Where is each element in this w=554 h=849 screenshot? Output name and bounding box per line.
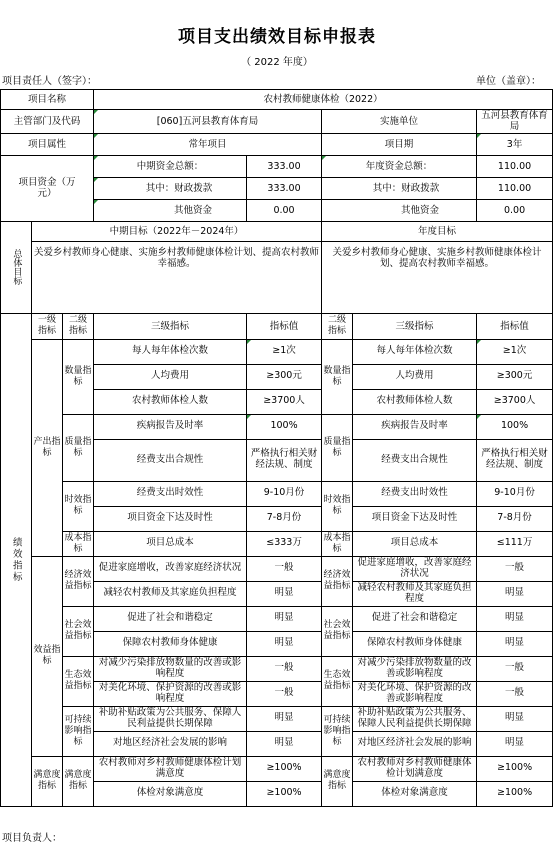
form-year: （ 2022 年度） xyxy=(241,57,313,68)
mid-indicator-name: 对地区经济社会发展的影响 xyxy=(94,731,247,756)
yr-indicator-name: 项目总成本 xyxy=(353,531,477,556)
yr-indicator-value: ≥1次 xyxy=(477,339,553,364)
mid-indicator-value: 明显 xyxy=(247,581,322,606)
yr-indicator-value: 明显 xyxy=(477,731,553,756)
yr-fiscal-value: 110.00 xyxy=(477,177,553,199)
level1-satisfaction: 满意度指标 xyxy=(32,756,63,806)
level2-satisfaction2-yr: 满意度指标 xyxy=(322,756,353,806)
level2-ecological: 生态效益指标 xyxy=(63,656,94,706)
value-header: 指标值 xyxy=(247,313,322,339)
mid-indicator-value: ≥1次 xyxy=(247,339,322,364)
period-value: 3年 xyxy=(477,133,553,155)
indicator-row xyxy=(1,556,553,581)
level2-sustainable-yr: 可持续影响指标 xyxy=(322,706,353,756)
mid-indicator-value: ≥100% xyxy=(247,756,322,781)
impl-unit-label: 实施单位 xyxy=(322,110,477,134)
yr-indicator-value: 一般 xyxy=(477,556,553,581)
level2-timeliness: 时效指标 xyxy=(63,481,94,531)
level2-economic-yr: 经济效益指标 xyxy=(322,556,353,606)
unit-stamp-label: 单位（盖章）： xyxy=(476,76,541,87)
mid-indicator-value: ≥100% xyxy=(247,781,322,806)
mid-indicator-name: 每人每年体检次数 xyxy=(94,339,247,364)
yr-indicator-name: 项目资金下达及时性 xyxy=(353,506,477,531)
yr-indicator-name: 疾病报告及时率 xyxy=(353,414,477,439)
yr-indicator-value: ≥3700人 xyxy=(477,389,553,414)
mid-indicator-value: 9-10月份 xyxy=(247,481,322,506)
level1-header: 一级指标 xyxy=(32,313,63,339)
mid-indicator-name: 体检对象满意度 xyxy=(94,781,247,806)
yr-indicator-name: 对美化环境、保护资源的改善或影响程度 xyxy=(353,681,477,706)
yr-indicator-value: 一般 xyxy=(477,656,553,681)
yr-indicator-name: 促进家庭增收，改善家庭经济状况 xyxy=(353,556,477,581)
impl-unit-value: 五河县教育体育局 xyxy=(477,110,553,134)
yr-indicator-value: 严格执行相关财经法规、制度 xyxy=(477,439,553,481)
mid-indicator-name: 补助补贴政策为公共服务、保障人民利益提供长期保障 xyxy=(94,706,247,731)
level2-timeliness-yr: 时效指标 xyxy=(322,481,353,531)
level2-ecological-yr: 生态效益指标 xyxy=(322,656,353,706)
mid-indicator-name: 保障农村教师身体健康 xyxy=(94,631,247,656)
level1-output: 产出指标 xyxy=(32,339,63,556)
yr-total-label: 年度资金总额： xyxy=(322,155,477,177)
yr-indicator-value: 明显 xyxy=(477,706,553,731)
mid-indicator-name: 减轻农村教师及其家庭负担程度 xyxy=(94,581,247,606)
mid-indicator-name: 项目资金下达及时性 xyxy=(94,506,247,531)
yr-goal-head: 年度目标 xyxy=(322,221,553,241)
attr-label: 项目属性 xyxy=(1,133,94,155)
yr-indicator-value: ≤111万 xyxy=(477,531,553,556)
yr-indicator-value: 明显 xyxy=(477,631,553,656)
indicator-row xyxy=(1,531,553,556)
level2-quality-yr: 质量指标 xyxy=(322,414,353,481)
footer-responsible-label: 项目负责人： xyxy=(2,833,62,844)
level2-cost-yr: 成本指标 xyxy=(322,531,353,556)
responsible-signature-label: 项目责任人（签字）： xyxy=(2,76,97,87)
mid-indicator-value: 一般 xyxy=(247,556,322,581)
mid-indicator-value: 明显 xyxy=(247,606,322,631)
mid-indicator-value: 明显 xyxy=(247,631,322,656)
yr-indicator-name: 保障农村教师身体健康 xyxy=(353,631,477,656)
mid-fiscal-value: 333.00 xyxy=(247,177,322,199)
level2-header-yr: 二级指标 xyxy=(322,313,353,339)
mid-indicator-value: 严格执行相关财经法规、制度 xyxy=(247,439,322,481)
mid-total-value: 333.00 xyxy=(247,155,322,177)
mid-indicator-value: 一般 xyxy=(247,681,322,706)
level1-benefit: 效益指标 xyxy=(32,556,63,756)
mid-indicator-value: 明显 xyxy=(247,731,322,756)
indicator-row xyxy=(1,706,553,731)
mid-indicator-value: ≥3700人 xyxy=(247,389,322,414)
yr-indicator-name: 对地区经济社会发展的影响 xyxy=(353,731,477,756)
mid-goal-head: 中期目标（2022年－2024年） xyxy=(32,221,322,241)
mid-indicator-name: 农村教师对乡村教师健康体检计划满意度 xyxy=(94,756,247,781)
project-name-value: 农村教师健康体检（2022） xyxy=(94,90,553,110)
yr-indicator-name: 经费支出合规性 xyxy=(353,439,477,481)
yr-indicator-name: 减轻农村教师及其家庭负担程度 xyxy=(353,581,477,606)
mid-goal-text: 关爱乡村教师身心健康、实施乡村教师健康体检计划、提高农村教师幸福感。 xyxy=(32,241,322,313)
dept-value: [060]五河县教育体育局 xyxy=(94,110,322,134)
dept-label: 主管部门及代码 xyxy=(1,110,94,134)
yr-other-label: 其他资金 xyxy=(322,199,477,221)
performance-indicators-label: 绩效指标 xyxy=(1,313,32,806)
indicator-row xyxy=(1,756,553,781)
mid-indicator-name: 农村教师体检人数 xyxy=(94,389,247,414)
yr-indicator-value: ≥300元 xyxy=(477,364,553,389)
level2-satisfaction2: 满意度指标 xyxy=(63,756,94,806)
yr-indicator-name: 农村教师体检人数 xyxy=(353,389,477,414)
level2-cost: 成本指标 xyxy=(63,531,94,556)
mid-total-label: 中期资金总额： xyxy=(94,155,247,177)
mid-other-value: 0.00 xyxy=(247,199,322,221)
mid-other-label: 其他资金 xyxy=(94,199,247,221)
yr-indicator-name: 体检对象满意度 xyxy=(353,781,477,806)
level3-header-yr: 三级指标 xyxy=(353,313,477,339)
level2-header: 二级指标 xyxy=(63,313,94,339)
level2-sustainable: 可持续影响指标 xyxy=(63,706,94,756)
yr-indicator-value: 7-8月份 xyxy=(477,506,553,531)
value-header-yr: 指标值 xyxy=(477,313,553,339)
mid-indicator-name: 疾病报告及时率 xyxy=(94,414,247,439)
yr-indicator-value: 100% xyxy=(477,414,553,439)
yr-indicator-name: 农村教师对乡村教师健康体检计划满意度 xyxy=(353,756,477,781)
yr-indicator-value: 9-10月份 xyxy=(477,481,553,506)
mid-indicator-name: 经费支出合规性 xyxy=(94,439,247,481)
mid-indicator-name: 人均费用 xyxy=(94,364,247,389)
indicator-row xyxy=(1,481,553,506)
mid-indicator-name: 经费支出时效性 xyxy=(94,481,247,506)
yr-indicator-name: 人均费用 xyxy=(353,364,477,389)
yr-indicator-name: 每人每年体检次数 xyxy=(353,339,477,364)
mid-indicator-name: 对美化环境、保护资源的改善或影响程度 xyxy=(94,681,247,706)
yr-indicator-value: 明显 xyxy=(477,606,553,631)
project-name-label: 项目名称 xyxy=(1,90,94,110)
attr-value: 常年项目 xyxy=(94,133,322,155)
yr-other-value: 0.00 xyxy=(477,199,553,221)
mid-indicator-value: ≤333万 xyxy=(247,531,322,556)
level2-quantity: 数量指标 xyxy=(63,339,94,414)
mid-indicator-name: 项目总成本 xyxy=(94,531,247,556)
yr-indicator-value: 一般 xyxy=(477,681,553,706)
yr-goal-text: 关爱乡村教师身心健康、实施乡村教师健康体检计划、提高农村教师幸福感。 xyxy=(322,241,553,313)
level2-quality: 质量指标 xyxy=(63,414,94,481)
yr-total-value: 110.00 xyxy=(477,155,553,177)
level2-economic: 经济效益指标 xyxy=(63,556,94,606)
yr-indicator-value: 明显 xyxy=(477,581,553,606)
yr-indicator-value: ≥100% xyxy=(477,781,553,806)
indicator-row xyxy=(1,414,553,439)
mid-indicator-value: ≥300元 xyxy=(247,364,322,389)
level2-social: 社会效益指标 xyxy=(63,606,94,656)
yr-indicator-value: ≥100% xyxy=(477,756,553,781)
period-label: 项目期 xyxy=(322,133,477,155)
yr-indicator-name: 补助补贴政策为公共服务、保障人民利益提供长期保障 xyxy=(353,706,477,731)
mid-indicator-value: 100% xyxy=(247,414,322,439)
level3-header: 三级指标 xyxy=(94,313,247,339)
goal-table xyxy=(0,89,553,807)
mid-indicator-value: 明显 xyxy=(247,706,322,731)
indicator-row xyxy=(1,339,553,364)
mid-indicator-value: 7-8月份 xyxy=(247,506,322,531)
level2-quantity-yr: 数量指标 xyxy=(322,339,353,414)
mid-indicator-name: 促进了社会和谐稳定 xyxy=(94,606,247,631)
funds-label: 项目资金（万元） xyxy=(1,155,94,221)
form-title: 项目支出绩效目标申报表 xyxy=(178,27,376,47)
overall-goal-label: 总体目标 xyxy=(1,221,32,313)
mid-indicator-value: 一般 xyxy=(247,656,322,681)
mid-fiscal-label: 其中：财政拨款 xyxy=(94,177,247,199)
yr-indicator-name: 促进了社会和谐稳定 xyxy=(353,606,477,631)
indicator-row xyxy=(1,606,553,631)
level2-social-yr: 社会效益指标 xyxy=(322,606,353,656)
mid-indicator-name: 促进家庭增收，改善家庭经济状况 xyxy=(94,556,247,581)
yr-fiscal-label: 其中：财政拨款 xyxy=(322,177,477,199)
yr-indicator-name: 对减少污染排放物数量的改善或影响程度 xyxy=(353,656,477,681)
indicator-row xyxy=(1,656,553,681)
yr-indicator-name: 经费支出时效性 xyxy=(353,481,477,506)
mid-indicator-name: 对减少污染排放物数量的改善或影响程度 xyxy=(94,656,247,681)
